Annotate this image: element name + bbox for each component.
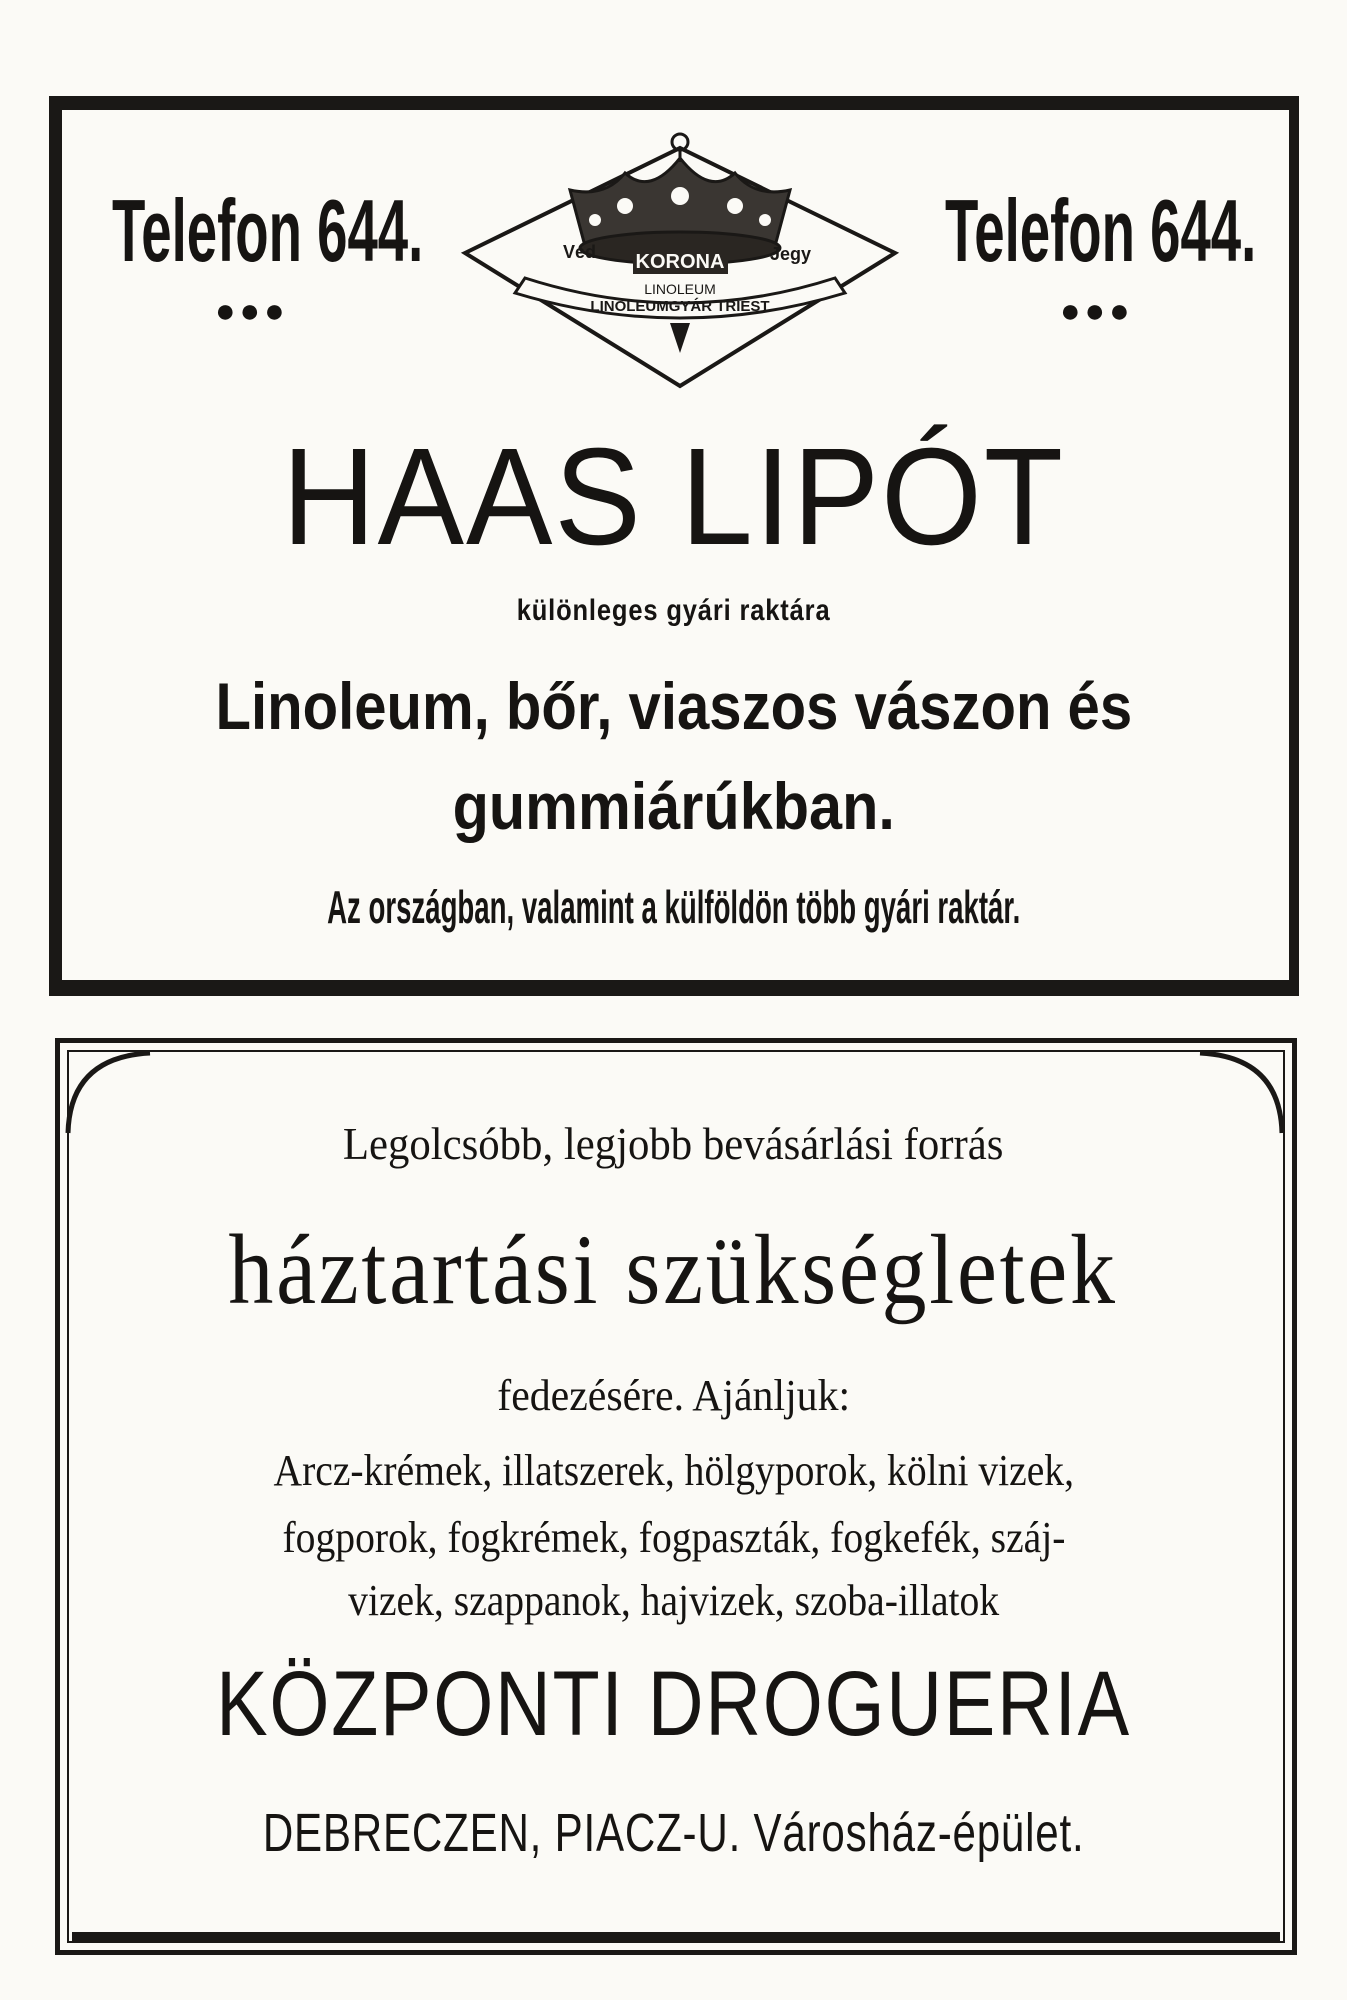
lead-text: Legolcsóbb, legjobb bevásárlási forrás	[343, 1118, 1004, 1169]
shop-name: KÖZPONTI DROGUERIA	[216, 1653, 1131, 1755]
ornament-dots-left: ●●●	[215, 292, 289, 330]
ornament-dots-right: ●●●	[1060, 292, 1134, 330]
headline: háztartási szükségletek	[228, 1214, 1119, 1325]
goods-line-1: Linoleum, bőr, viaszos vászon és	[215, 669, 1132, 743]
shop-address: DEBRECZEN, PIACZ-U. Városház-épület.	[262, 1803, 1085, 1863]
phone-number-right: Telefon 644.	[945, 181, 1257, 280]
svg-text:LINOLEUMGYÁR TRIEST: LINOLEUMGYÁR TRIEST	[590, 298, 770, 315]
svg-text:Jegy: Jegy	[770, 244, 812, 264]
products-line-3: vizek, szappanok, hajvizek, szoba-illatok	[348, 1576, 999, 1625]
recommend-text: fedezésére. Ajánljuk:	[497, 1371, 850, 1420]
company-subtitle: különleges gyári raktára	[516, 594, 831, 627]
bottom-rule	[72, 1932, 1280, 1941]
svg-text:LINOLEUM: LINOLEUM	[644, 281, 716, 297]
products-line-2: fogporok, fogkrémek, fogpaszták, fogkefék, száj-	[282, 1513, 1065, 1562]
svg-text:Véd: Véd	[563, 242, 597, 262]
goods-line-2: gummiárúkban.	[452, 769, 895, 843]
crown-icon	[570, 134, 790, 264]
svg-text:KORONA: KORONA	[635, 251, 725, 273]
korona-trademark-logo	[455, 128, 905, 398]
phone-number-left: Telefon 644.	[112, 181, 424, 280]
tagline: Az országban, valamint a külföldön több gyári raktár.	[326, 881, 1021, 933]
company-name: HAAS LIPÓT	[282, 420, 1065, 574]
products-line-1: Arcz-krémek, illatszerek, hölgyporok, kölni vizek,	[273, 1446, 1074, 1495]
